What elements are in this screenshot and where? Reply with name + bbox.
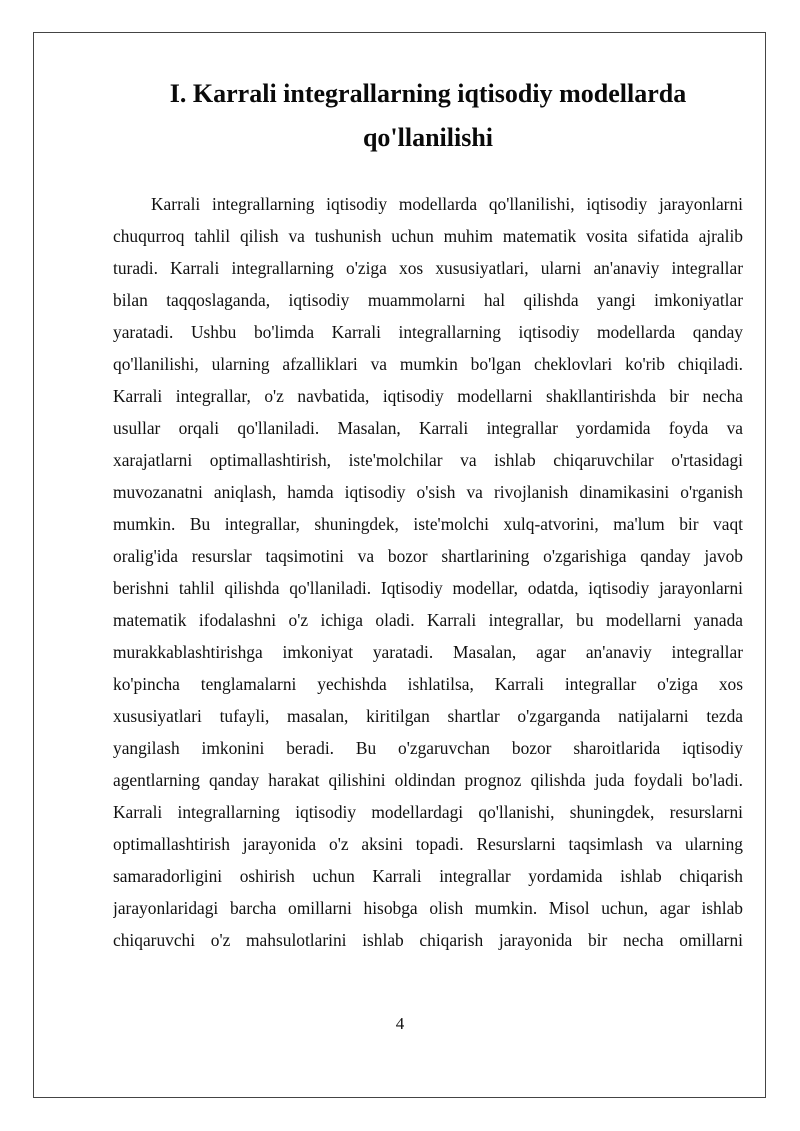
body-line: samaradorligini oshirish uchun Karrali integrallar yordamida ishlab chiqarish: [113, 866, 743, 886]
page-title: [113, 72, 743, 160]
body-line: oralig'ida resurslar taqsimotini va bozor shartlarining o'zgarishiga qanday javob: [113, 546, 743, 566]
body-line: mumkin. Bu integrallar, shuningdek, iste'molchi xulq-atvorini, ma'lum bir vaqt: [113, 514, 743, 534]
body-line: yaratadi. Ushbu bo'limda Karrali integrallarning iqtisodiy modellarda qanday: [113, 322, 743, 342]
body-line: turadi. Karrali integrallarning o'ziga xos xususiyatlari, ularni an'anaviy integrallar: [113, 258, 743, 278]
body-line: yangilash imkonini beradi. Bu o'zgaruvchan bozor sharoitlarida iqtisodiy: [113, 738, 743, 758]
body-paragraph: [113, 188, 743, 956]
body-line: muvozanatni aniqlash, hamda iqtisodiy o'sish va rivojlanish dinamikasini o'rganish: [113, 482, 743, 502]
body-line: xarajatlarni optimallashtirish, iste'molchilar va ishlab chiqaruvchilar o'rtasidagi: [113, 450, 743, 470]
body-line: berishni tahlil qilishda qo'llaniladi. Iqtisodiy modellar, odatda, iqtisodiy jarayonlarni: [113, 578, 743, 598]
body-line: Karrali integrallarning iqtisodiy modellarda qo'llanilishi, iqtisodiy jarayonlarni: [151, 194, 743, 214]
body-line: chiqaruvchi o'z mahsulotlarini ishlab chiqarish jarayonida bir necha omillarni: [113, 930, 743, 950]
title-line-2: qo'llanilishi: [362, 123, 494, 152]
body-line: murakkablashtirishga imkoniyat yaratadi. Masalan, agar an'anaviy integrallar: [113, 642, 743, 662]
body-line: agentlarning qanday harakat qilishini oldindan prognoz qilishda juda foydali bo'ladi.: [113, 770, 743, 790]
body-line: qo'llanilishi, ularning afzalliklari va mumkin bo'lgan cheklovlari ko'rib chiqiladi.: [113, 354, 743, 374]
title-line-1: I. Karrali integrallarning iqtisodiy modellarda: [169, 79, 687, 108]
body-line: xususiyatlari tufayli, masalan, kiritilgan shartlar o'zgarganda natijalarni tezda: [113, 706, 743, 726]
body-line: bilan taqqoslaganda, iqtisodiy muammolarni hal qilishda yangi imkoniyatlar: [113, 290, 743, 310]
body-line: Karrali integrallar, o'z navbatida, iqtisodiy modellarni shakllantirishda bir necha: [113, 386, 743, 406]
body-line: optimallashtirish jarayonida o'z aksini topadi. Resurslarni taqsimlash va ularning: [113, 834, 743, 854]
body-line: ko'pincha tenglamalarni yechishda ishlatilsa, Karrali integrallar o'ziga xos: [113, 674, 743, 694]
body-line: matematik ifodalashni o'z ichiga oladi. Karrali integrallar, bu modellarni yanada: [113, 610, 743, 630]
body-line: Karrali integrallarning iqtisodiy modellardagi qo'llanishi, shuningdek, resurslarni: [113, 802, 743, 822]
body-line: chuqurroq tahlil qilish va tushunish uchun muhim matematik vosita sifatida ajralib: [113, 226, 743, 246]
page-number: 4: [395, 1014, 405, 1033]
body-line: usullar orqali qo'llaniladi. Masalan, Karrali integrallar yordamida foyda va: [113, 418, 743, 438]
body-line: jarayonlaridagi barcha omillarni hisobga olish mumkin. Misol uchun, agar ishlab: [113, 898, 743, 918]
